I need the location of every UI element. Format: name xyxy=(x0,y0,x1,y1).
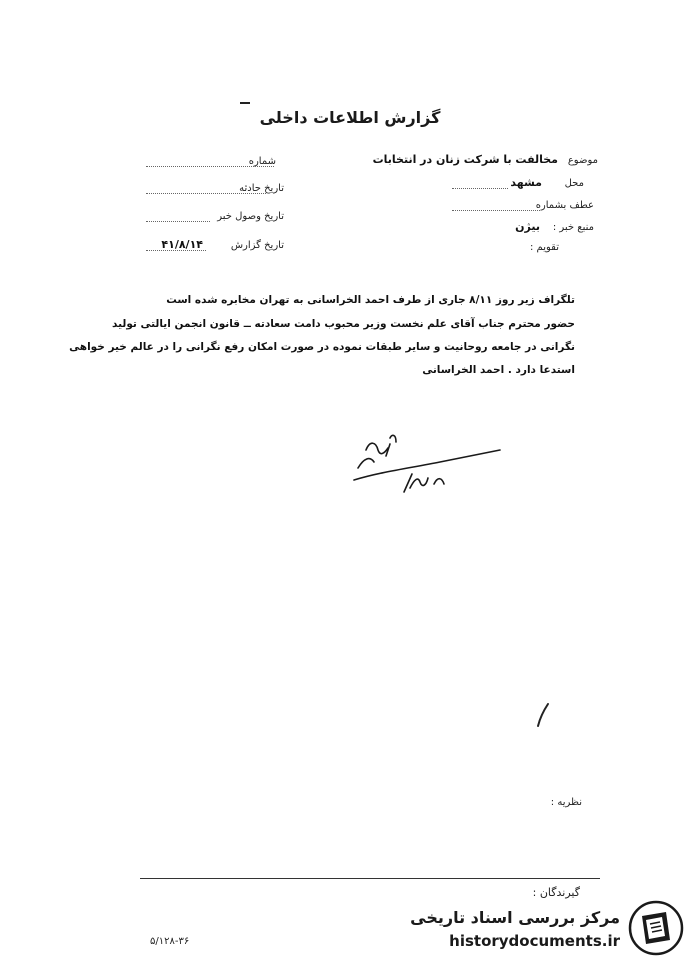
place-label: محل xyxy=(564,178,584,189)
report-date-label: تاریخ گزارش xyxy=(230,240,284,251)
opinion-label: نظریه : xyxy=(550,797,582,808)
footer-rule xyxy=(140,878,600,879)
body-line-4: استدعا دارد . احمد الخراسانی xyxy=(422,364,575,376)
source-label: منبع خبر : xyxy=(552,222,594,233)
watermark-org-name: مرکز بررسی اسناد تاریخی xyxy=(410,908,620,927)
report-title: گزارش اطلاعات داخلی xyxy=(259,108,441,127)
pen-mark-icon xyxy=(534,700,554,730)
incident-date-label: تاریخ حادثه xyxy=(239,183,284,194)
recipients-label: گیرندگان : xyxy=(532,886,580,899)
receipt-date-label: تاریخ وصول خبر xyxy=(217,211,284,222)
receipt-date-dots xyxy=(146,221,210,222)
body-line-1: تلگراف زیر روز ۸/۱۱ جاری از طرف احمد الخراسانی به تهران مخابره شده است xyxy=(166,294,575,306)
body-line-3: نگرانی در جامعه روحانیت و سایر طبقات نموده در صورت امکان رفع نگرانی را در عالم خیر خواهی xyxy=(69,341,575,353)
subject-value: مخالفت با شرکت زنان در انتخابات xyxy=(372,153,558,166)
report-date-dots xyxy=(146,250,206,251)
form-code: ۵/۱۲۸-۳۶ xyxy=(150,936,190,947)
place-value: مشهد xyxy=(510,176,542,189)
incident-date-dots xyxy=(146,193,266,194)
watermark-site: historydocuments.ir xyxy=(449,932,620,950)
top-mark xyxy=(240,102,250,104)
place-dots xyxy=(452,188,508,189)
body-line-2: حضور محترم جناب آقای علم نخست وزیر محبوب دامت سعادته ــ قانون انجمن ایالتی تولید xyxy=(112,318,575,330)
number-dots xyxy=(146,166,274,167)
reference-dots xyxy=(452,210,540,211)
signature-icon xyxy=(340,420,510,500)
source-value: بیژن xyxy=(515,220,540,233)
report-date-value: ۴۱/۸/۱۴ xyxy=(161,238,203,251)
archive-logo-icon xyxy=(628,900,684,956)
subject-label: موضوع xyxy=(567,155,598,166)
reference-label: عطف بشماره xyxy=(535,200,594,211)
assessment-label: تقویم : xyxy=(530,242,559,253)
number-label: شماره xyxy=(248,156,276,167)
